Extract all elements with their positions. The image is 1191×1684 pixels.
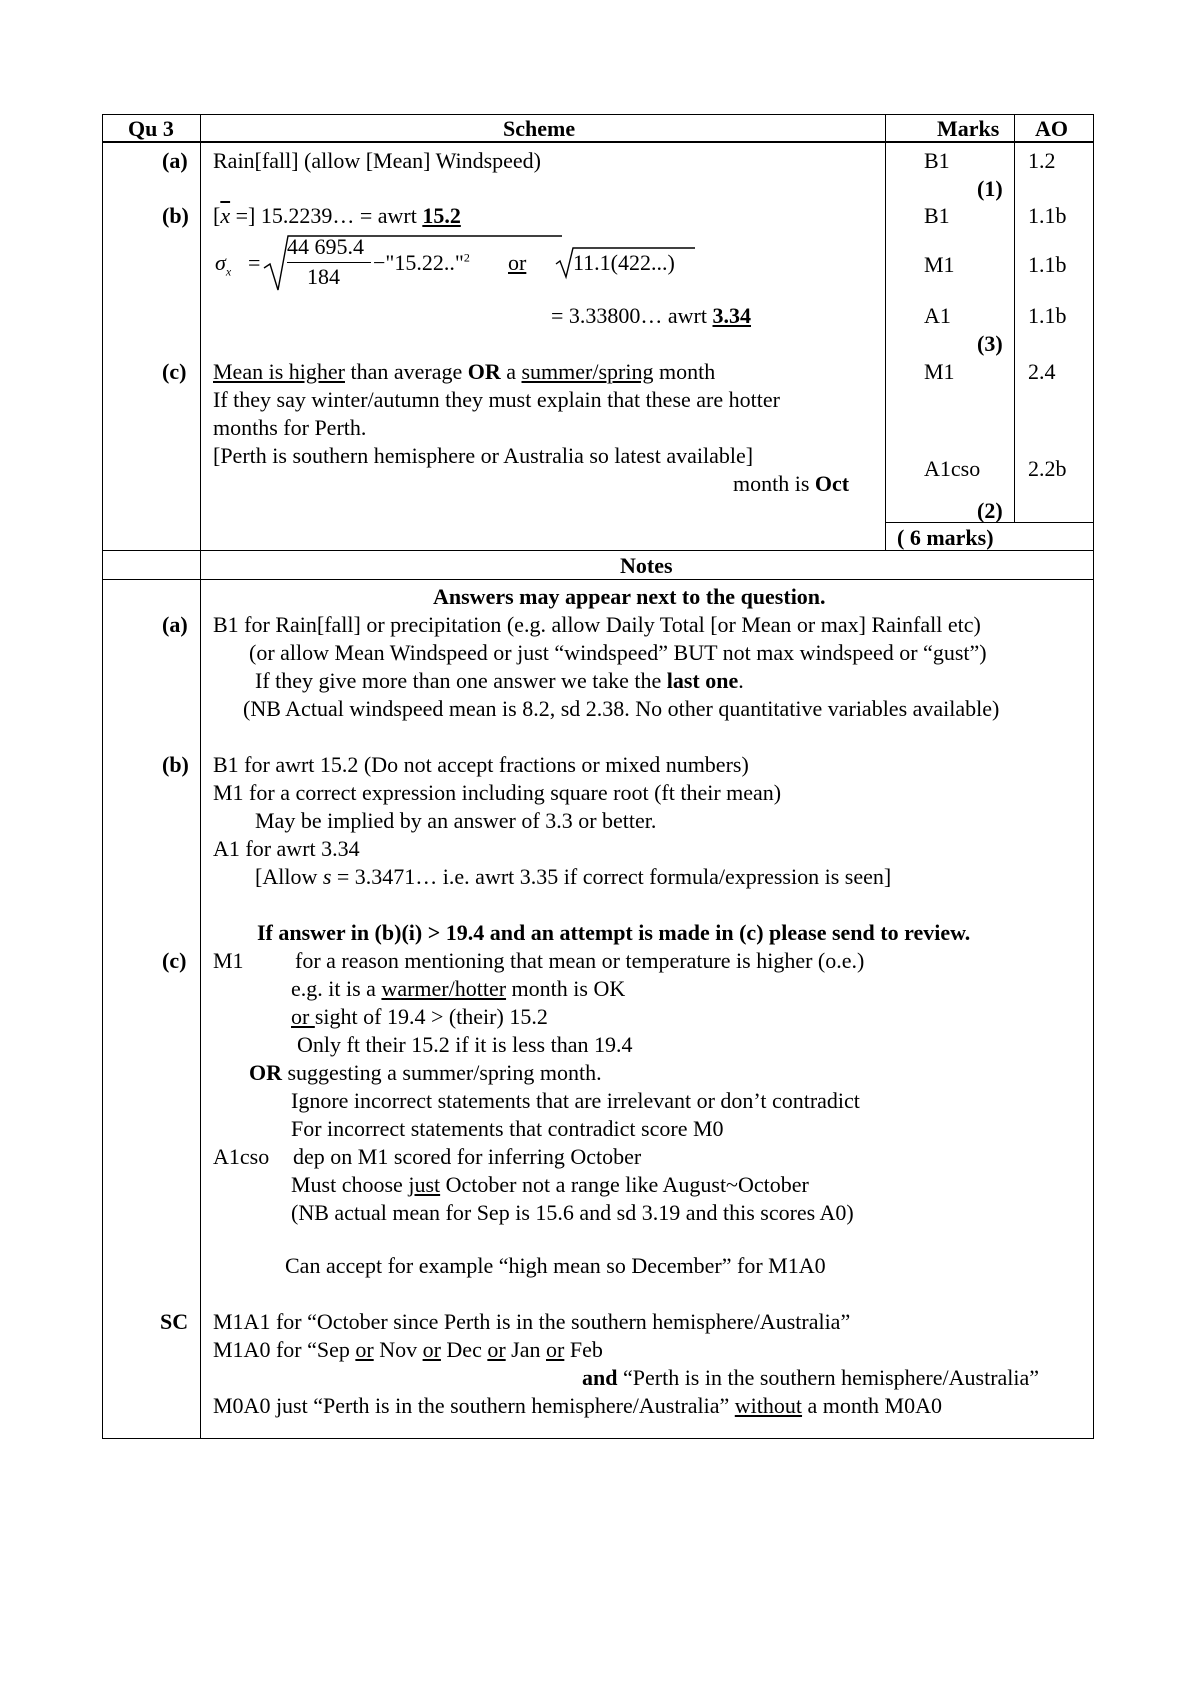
notes-c-line1: for a reason mentioning that mean or temperature is higher (o.e.) bbox=[295, 948, 865, 973]
alt-expression: 11.1(422...) bbox=[573, 250, 675, 275]
part-b-ao3: 1.1b bbox=[1028, 303, 1067, 328]
part-b-sd-result: = 3.33800… awrt 3.34 bbox=[551, 303, 751, 328]
mean-answer: 15.2 bbox=[422, 203, 461, 228]
part-c-mark1: M1 bbox=[924, 359, 955, 384]
part-a-mark: B1 bbox=[924, 148, 950, 173]
part-c-line3: months for Perth. bbox=[213, 415, 367, 440]
notes-sc-line1: M1A1 for “October since Perth is in the southern hemisphere/Australia” bbox=[213, 1309, 851, 1334]
notes-a-line2: (or allow Mean Windspeed or just “windspeed” BUT not max windspeed or “gust”) bbox=[249, 640, 987, 665]
notes-c-line5: OR suggesting a summer/spring month. bbox=[249, 1060, 602, 1085]
part-c-ao2: 2.2b bbox=[1028, 456, 1067, 481]
part-b-total: (3) bbox=[977, 331, 1003, 356]
col-divider-ao bbox=[1014, 114, 1015, 523]
header-ao: AO bbox=[1035, 116, 1068, 141]
notes-b-line4: A1 for awrt 3.34 bbox=[213, 836, 360, 861]
notes-c-label: (c) bbox=[162, 948, 187, 973]
part-b-mean-line: [$\overline{x}$ =] 15.2239… = awrt 15.2 bbox=[213, 203, 461, 228]
part-a-answer: Rain[fall] (allow [Mean] Windspeed) bbox=[213, 148, 541, 173]
fraction-bar bbox=[287, 262, 371, 263]
part-b-mark2: M1 bbox=[924, 252, 955, 277]
notes-b-line3: May be implied by an answer of 3.3 or better. bbox=[255, 808, 657, 833]
notes-answers-note: Answers may appear next to the question. bbox=[433, 584, 826, 609]
notes-a-line4: (NB Actual windspeed mean is 8.2, sd 2.38. No other quantitative variables available) bbox=[243, 696, 1000, 721]
part-c-line5: month is Oct bbox=[733, 471, 850, 496]
notes-c-line6: Ignore incorrect statements that are irrelevant or don’t contradict bbox=[291, 1088, 860, 1113]
header-qu: Qu 3 bbox=[128, 116, 174, 141]
notes-review: If answer in (b)(i) > 19.4 and an attempt is made in (c) please send to review. bbox=[257, 920, 971, 945]
part-a-total: (1) bbox=[977, 176, 1003, 201]
header-marks: Marks bbox=[937, 116, 1000, 141]
part-b-mark1: B1 bbox=[924, 203, 950, 228]
notes-b-label: (b) bbox=[162, 752, 189, 777]
notes-header-rule bbox=[102, 579, 1094, 580]
minus-mean-squared: −"15.22.."$^2$ bbox=[373, 250, 470, 275]
equals-sign: = bbox=[248, 250, 261, 275]
part-c-total: (2) bbox=[977, 498, 1003, 523]
notes-b-line5: [Allow s = 3.3471… i.e. awrt 3.35 if correct formula/expression is seen] bbox=[255, 864, 892, 889]
notes-sc-line3: and “Perth is in the southern hemisphere/Australia” bbox=[582, 1365, 1040, 1390]
notes-c-a1cso: A1cso bbox=[213, 1144, 270, 1169]
part-c-line1: Mean is higher than average OR a summer/spring month bbox=[213, 359, 716, 384]
or-word: or bbox=[508, 250, 527, 275]
notes-c-line11: Can accept for example “high mean so December” for M1A0 bbox=[285, 1253, 826, 1278]
col-divider-label bbox=[200, 114, 201, 1439]
part-b-label: (b) bbox=[162, 203, 189, 228]
part-b-ao2: 1.1b bbox=[1028, 252, 1067, 277]
part-b-ao1: 1.1b bbox=[1028, 203, 1067, 228]
notes-c-line2: e.g. it is a warmer/hotter month is OK bbox=[291, 976, 626, 1001]
part-a-label: (a) bbox=[162, 148, 188, 173]
notes-c-line8: dep on M1 scored for inferring October bbox=[293, 1144, 642, 1169]
notes-a-line1: B1 for Rain[fall] or precipitation (e.g. allow Daily Total [or Mean or max] Rainfall etc) bbox=[213, 612, 981, 637]
notes-c-m1: M1 bbox=[213, 948, 244, 973]
notes-c-line3: or sight of 19.4 > (their) 15.2 bbox=[291, 1004, 548, 1029]
notes-sc-line4: M0A0 just “Perth is in the southern hemisphere/Australia” without a month M0A0 bbox=[213, 1393, 942, 1418]
part-c-label: (c) bbox=[162, 359, 187, 384]
part-c-line2: If they say winter/autumn they must explain that these are hotter bbox=[213, 387, 780, 412]
notes-c-line10: (NB actual mean for Sep is 15.6 and sd 3.19 and this scores A0) bbox=[291, 1200, 854, 1225]
notes-sc-line2: M1A0 for “Sep or Nov or Dec or Jan or Feb bbox=[213, 1337, 603, 1362]
fraction-numerator: 44 695.4 bbox=[287, 234, 364, 259]
part-b-mark3: A1 bbox=[924, 303, 951, 328]
part-a-ao: 1.2 bbox=[1028, 148, 1056, 173]
total-marks: ( 6 marks) bbox=[897, 525, 994, 550]
notes-sc-label: SC bbox=[160, 1309, 189, 1334]
notes-a-line3: If they give more than one answer we take the last one. bbox=[255, 668, 744, 693]
table-right-border bbox=[1093, 114, 1094, 1439]
sigma-symbol: $\sigma_x$ bbox=[215, 250, 232, 279]
sd-formula bbox=[215, 234, 735, 294]
notes-c-line4: Only ft their 15.2 if it is less than 19.4 bbox=[297, 1032, 633, 1057]
header-scheme: Scheme bbox=[503, 116, 576, 141]
col-divider-marks bbox=[885, 114, 886, 551]
notes-a-label: (a) bbox=[162, 612, 188, 637]
notes-c-line7: For incorrect statements that contradict score M0 bbox=[291, 1116, 724, 1141]
part-c-mark2: A1cso bbox=[924, 456, 981, 481]
notes-c-line9: Must choose just October not a range like August~October bbox=[291, 1172, 809, 1197]
table-left-border bbox=[102, 114, 103, 1439]
notes-b-line2: M1 for a correct expression including square root (ft their mean) bbox=[213, 780, 782, 805]
part-c-line4: [Perth is southern hemisphere or Australia so latest available] bbox=[213, 443, 754, 468]
fraction-denominator: 184 bbox=[307, 264, 340, 289]
notes-b-line1: B1 for awrt 15.2 (Do not accept fractions or mixed numbers) bbox=[213, 752, 749, 777]
part-c-ao1: 2.4 bbox=[1028, 359, 1056, 384]
notes-title: Notes bbox=[620, 553, 673, 578]
sd-answer: 3.34 bbox=[712, 303, 751, 328]
table-bottom-border bbox=[102, 1438, 1094, 1439]
x-bar: $\overline{x}$ bbox=[220, 203, 231, 228]
